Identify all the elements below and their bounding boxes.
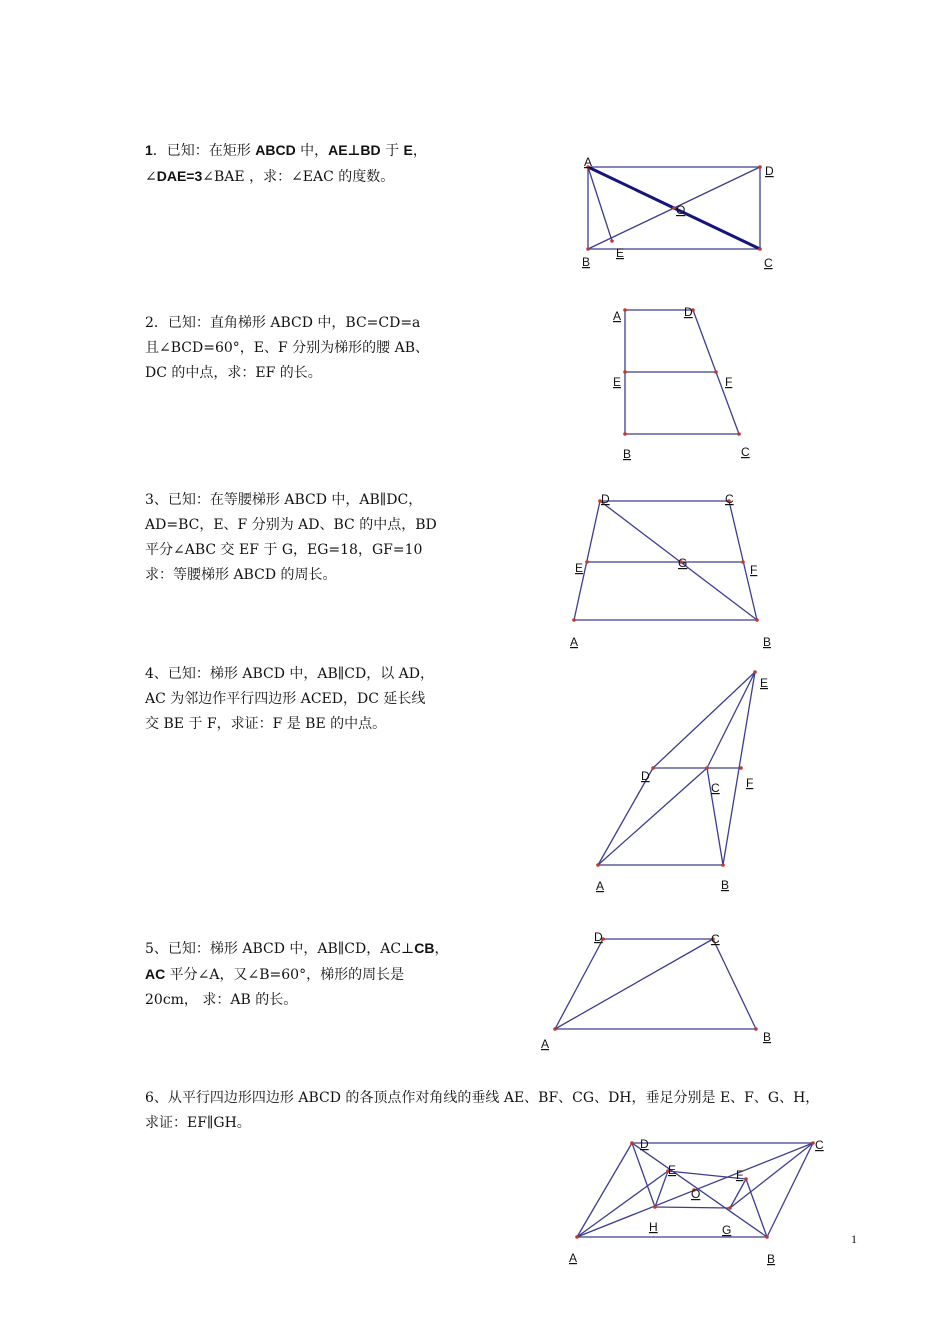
text-run: CB — [414, 940, 435, 956]
label-E: E — [760, 676, 769, 690]
label-C: C — [725, 492, 734, 506]
point-E — [610, 239, 614, 243]
label-A: A — [613, 309, 622, 323]
figure-3 — [570, 492, 771, 649]
point-A — [553, 1027, 557, 1031]
text-run: DC 的中点，求：EF 的长。 — [145, 365, 322, 381]
point-B — [586, 247, 590, 251]
text-run: 平分∠A，又∠B=60°，梯形的周长是 — [165, 967, 405, 983]
text-run: 20cm， 求：AB 的长。 — [145, 992, 298, 1008]
point-F — [741, 560, 745, 564]
text-run: 求：等腰梯形 ABCD 的周长。 — [145, 567, 337, 583]
label-B: B — [763, 635, 772, 649]
figure-1 — [582, 155, 774, 270]
point-E — [585, 560, 589, 564]
label-G: G — [678, 556, 688, 570]
label-D: D — [641, 769, 650, 783]
label-D: D — [684, 305, 693, 319]
segment-CB — [713, 939, 756, 1029]
figure-2 — [613, 305, 750, 461]
point-E — [753, 670, 757, 674]
text-run: AC — [145, 966, 166, 982]
segment-CB — [767, 1143, 813, 1237]
label-B: B — [623, 447, 632, 461]
point-E — [623, 370, 627, 374]
label-E: E — [575, 561, 584, 575]
point-A — [623, 308, 627, 312]
point-C — [737, 432, 741, 436]
text-run: ， — [434, 941, 449, 957]
point-A — [575, 1235, 579, 1239]
point-A — [596, 863, 600, 867]
text-run: 于 — [380, 143, 404, 159]
label-B: B — [582, 255, 591, 269]
label-F: F — [736, 1168, 744, 1182]
label-B: B — [721, 878, 730, 892]
segment-AD — [577, 1143, 632, 1237]
text-run: 4、已知：梯形 ABCD 中，AB∥CD，以 AD， — [145, 666, 434, 682]
text-run: AE⊥BD — [328, 142, 381, 158]
text-run: 1 — [145, 142, 153, 158]
text-run: 求证：EF∥GH。 — [145, 1115, 251, 1131]
figure-4 — [596, 670, 768, 893]
label-D: D — [640, 1137, 649, 1151]
label-H: H — [649, 1220, 658, 1234]
point-D — [758, 165, 762, 169]
label-F: F — [725, 375, 733, 389]
text-run: 平分∠ABC 交 EF 于 G，EG=18，GF=10 — [145, 542, 423, 558]
label-C: C — [711, 932, 720, 946]
label-A: A — [569, 1251, 578, 1265]
point-F — [714, 370, 718, 374]
text-run: 5、已知：梯形 ABCD 中，AB∥CD，AC⊥ — [145, 941, 415, 957]
label-D: D — [594, 930, 603, 944]
point-H — [653, 1205, 657, 1209]
label-A: A — [541, 1037, 550, 1051]
point-D — [630, 1141, 634, 1145]
point-B — [755, 618, 759, 622]
label-C: C — [711, 781, 720, 795]
label-A: A — [596, 879, 605, 893]
point-B — [765, 1235, 769, 1239]
point-D — [651, 766, 655, 770]
label-O: O — [691, 1187, 701, 1201]
figure-5 — [541, 930, 771, 1051]
label-E: E — [613, 375, 622, 389]
label-B: B — [767, 1252, 776, 1266]
label-D: D — [601, 492, 610, 506]
point-B — [754, 1027, 758, 1031]
point-B — [721, 863, 725, 867]
text-run: 3、已知：在等腰梯形 ABCD 中，AB∥DC， — [145, 492, 423, 508]
segment-DH — [632, 1143, 655, 1207]
label-A: A — [584, 155, 593, 169]
text-run: ABCD — [255, 142, 296, 158]
text-run: 中， — [295, 143, 329, 159]
label-E: E — [668, 1163, 677, 1177]
label-D: D — [765, 164, 774, 178]
label-F: F — [746, 776, 754, 790]
point-C — [758, 247, 762, 251]
text-run: ， — [412, 143, 427, 159]
label-C: C — [764, 256, 773, 270]
point-C — [705, 766, 709, 770]
text-run: ．已知：在矩形 — [152, 143, 256, 159]
text-run: ∠ — [145, 169, 157, 185]
label-A: A — [570, 635, 579, 649]
text-run: AC 为邻边作平行四边形 ACED，DC 延长线 — [145, 691, 426, 707]
point-B — [623, 432, 627, 436]
text-run: 6、从平行四边形四边形 ABCD 的各顶点作对角线的垂线 AE、BF、CG、DH，垂足分别是 E、F、G、H， — [145, 1090, 820, 1106]
point-A — [572, 618, 576, 622]
text-run: 交 BE 于 F，求证：F 是 BE 的中点。 — [145, 716, 387, 732]
point-G — [728, 1206, 732, 1210]
point-F — [744, 1177, 748, 1181]
text-run: DAE=3 — [156, 168, 203, 184]
label-O: O — [676, 203, 686, 217]
label-E: E — [616, 246, 625, 260]
segment-GH — [655, 1207, 730, 1208]
point-F — [739, 766, 743, 770]
text-run: 2．已知：直角梯形 ABCD 中，BC=CD=a — [145, 315, 421, 331]
figure-6 — [569, 1137, 824, 1266]
text-run: AD=BC，E、F 分别为 AD、BC 的中点，BD — [145, 517, 437, 533]
segment-AC — [598, 768, 707, 865]
label-B: B — [763, 1030, 772, 1044]
text-run: 且∠BCD=60°，E、F 分别为梯形的腰 AB、 — [145, 340, 429, 356]
text-run: ∠BAE ，求：∠EAC 的度数。 — [202, 169, 395, 185]
text-run: E — [403, 142, 413, 158]
page-number: 1 — [851, 1232, 857, 1246]
label-C: C — [741, 445, 750, 459]
label-G: G — [722, 1223, 732, 1237]
label-C: C — [815, 1138, 824, 1152]
label-F: F — [750, 563, 758, 577]
segment-FG — [730, 1179, 746, 1208]
segment-CE — [707, 672, 755, 768]
segment-DE — [653, 672, 755, 768]
